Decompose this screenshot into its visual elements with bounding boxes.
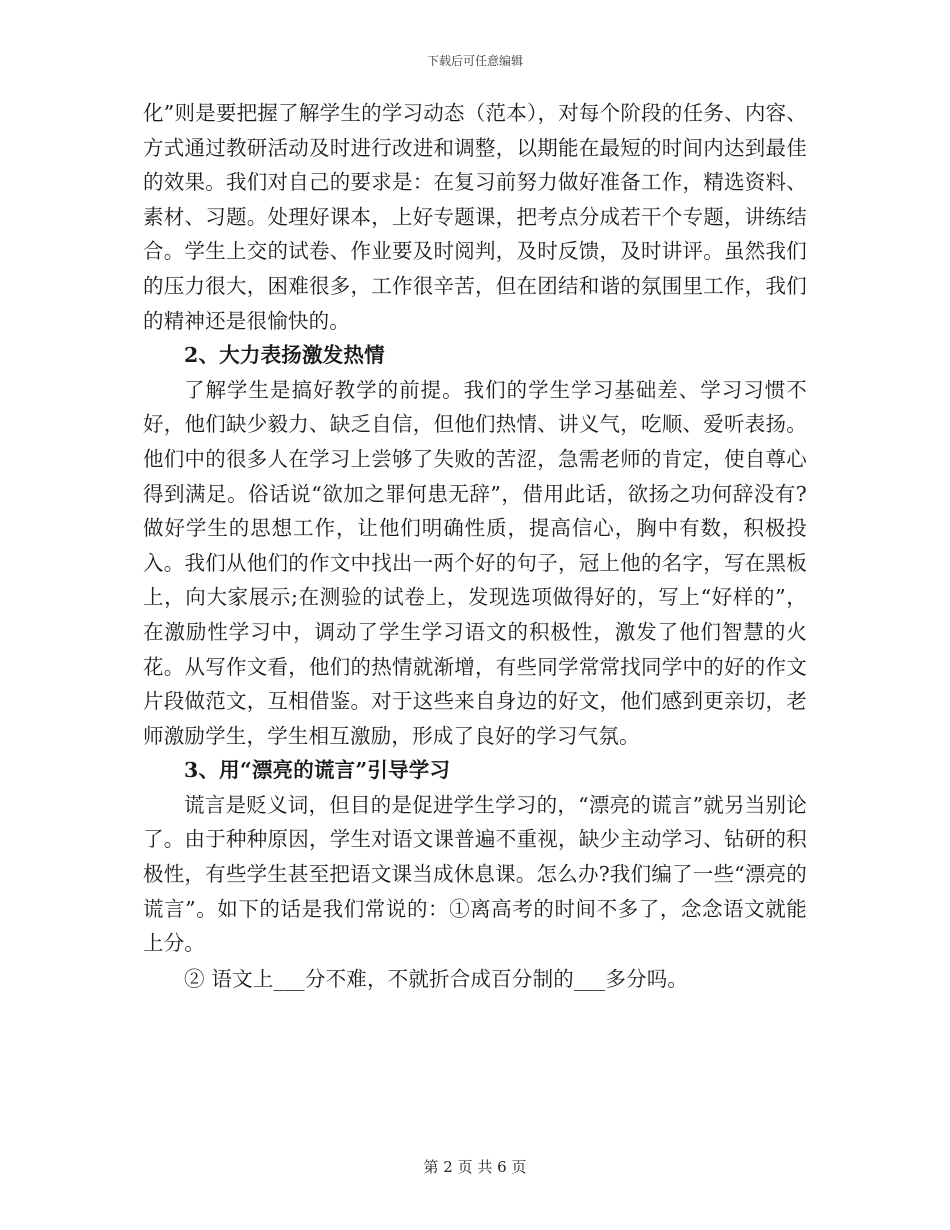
page-footer: 第 2 页 共 6 页: [423, 1158, 527, 1176]
list-item-2: ② 语文上___分不难，不就折合成百分制的___多分吗。: [184, 966, 689, 991]
paragraph-section-3: 谎言是贬义词，但目的是促进学生学习的，“漂亮的谎言”就另当别论了。由于种种原因，学生对语文课普遍不重视，缺少主动学习、钻研的积极性，有些学生甚至把语文课当成休息课。怎么办?我们编了一些“漂亮的谎言”。如下的话是我们常说的：①离高考的时间不多了，念念语文就能上分。: [143, 792, 807, 956]
section-heading-3: 3、用“漂亮的谎言”引导学习: [184, 758, 451, 783]
paragraph-section-2: 了解学生是搞好教学的前提。我们的学生学习基础差、学习习惯不好，他们缺少毅力、缺乏自信，但他们热情、讲义气，吃顺、爱听表扬。他们中的很多人在学习上尝够了失败的苦涩，急需老师的肯定，使自尊心得到满足。俗话说“欲加之罪何患无辞”，借用此话，欲扬之功何辞没有?做好学生的思想工作，让他们明确性质，提高信心，胸中有数，积极投入。我们从他们的作文中找出一两个好的句子，冠上他的名字，写在黑板上，向大家展示;在测验的试卷上，发现选项做得好的，写上“好样的”，在激励性学习中，调动了学生学习语文的积极性，激发了他们智慧的火花。从写作文看，他们的热情就渐增，有些同学常常找同学中的好的作文片段做范文，互相借鉴。对于这些来自身边的好文，他们感到更亲切，老师激励学生，学生相互激励，形成了良好的学习气氛。: [143, 377, 807, 748]
document-body: [143, 96, 807, 996]
paragraph-continuation: 化”则是要把握了解学生的学习动态（范本），对每个阶段的任务、内容、方式通过教研活动及时进行改进和调整，以期能在最短的时间内达到最佳的效果。我们对自己的要求是：在复习前努力做好准备工作，精选资料、素材、习题。处理好课本，上好专题课，把考点分成若干个专题，讲练结合。学生上交的试卷、作业要及时阅判，及时反馈，及时讲评。虽然我们的压力很大，困难很多，工作很辛苦，但在团结和谐的氛围里工作，我们的精神还是很愉快的。: [143, 101, 807, 333]
section-heading-2: 2、大力表扬激发热情: [184, 343, 385, 368]
page-header: 下载后可任意编辑: [426, 54, 523, 68]
